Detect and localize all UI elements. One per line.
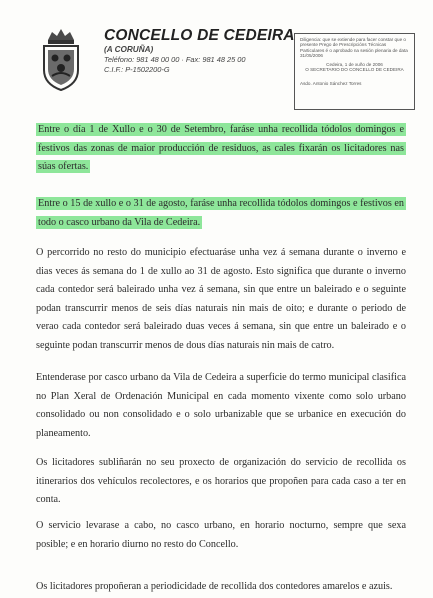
paragraph-summer-collection [36,121,406,177]
paragraph-itineraries: Os licitadores subliñarán no seu proxecto de organización do servicio de recollida os itinerarios dos vehículos recolectores, e os horarios que propoñen para cada caso a ter en conta. [36,457,406,505]
council-cif: C.I.F.: P-1502200-G [104,65,170,74]
coat-of-arms-icon [40,26,82,92]
stamp-role: O SECRETARIO DO CONCELLO DE CEDEIRA [305,67,404,73]
council-title: CONCELLO DE CEDEIRA [104,27,295,44]
stamp-signature: Asdo. Antonio Sánchez Torres [300,81,362,87]
paragraph-august-collection [36,195,406,232]
council-header [104,27,295,75]
council-province: (A CORUÑA) [104,45,154,54]
paragraph-route-frequency: O percorrido no resto do municipio efectuaráse unha vez á semana durante o inverno e dias veces ás semana do 1 de xullo ao 31 de agosto. Esto significa que durante o inverno cada contedor será baleirado unha vez á semana, sin que entre un baleirado e o seguinte podan transcurrir menos de seis días naturais nin mais de oito; e durante o periodo de verao cada contedor será baleirado duas veces á semana, sin que entre un baleirado e o seguinte podan transcurrir menos de dous días naturais nin mais de catro. [36,247,406,351]
paragraph-urban-definition: Entenderase por casco urbano da Vila de Cedeira a superficie do termo municipal clasifica no Plan Xeral de Ordenación Municipal en cada momento vixente como solo urbano consolidado ou non consolidado e o solo urbanizable que se urbanice en execución do planeamento. [36,372,406,439]
highlighted-text: Entre o día 1 de Xullo e o 30 de Setembro, faráse unha recollida tódolos domingos e festivos das zonas de maior producción de residuos, as cales fixarán os licitadores nas súas ofertas. [38,124,404,172]
stamp-city-date: Cedeira, 1 de xuño de 2006 [326,61,383,67]
paragraph-schedule: O servicio levarase a cabo, no casco urbano, en horario nocturno, sempre que sexa posible; e en horario diurno no resto do Concello. [36,520,406,550]
approval-stamp [294,33,415,110]
paragraph-container-periodicity: Os licitadores propoñeran a periodicidade de recollida dos contedores amarelos e azuis. [36,581,393,592]
council-phone-fax: Teléfono: 981 48 00 00 · Fax: 981 48 25 00 [104,55,246,64]
highlighted-text: Entre o 15 de xullo e o 31 de agosto, faráse unha recollida tódolos domingos e festivos en todo o casco urbano da Vila de Cedeira. [38,198,404,228]
stamp-text: Diligencia: que se extiende para facer constar que o presente Prego de Prescripcións Técnicas Particulares é o aprobado na sesión plenaria de data 31/05/2006 [300,37,408,59]
